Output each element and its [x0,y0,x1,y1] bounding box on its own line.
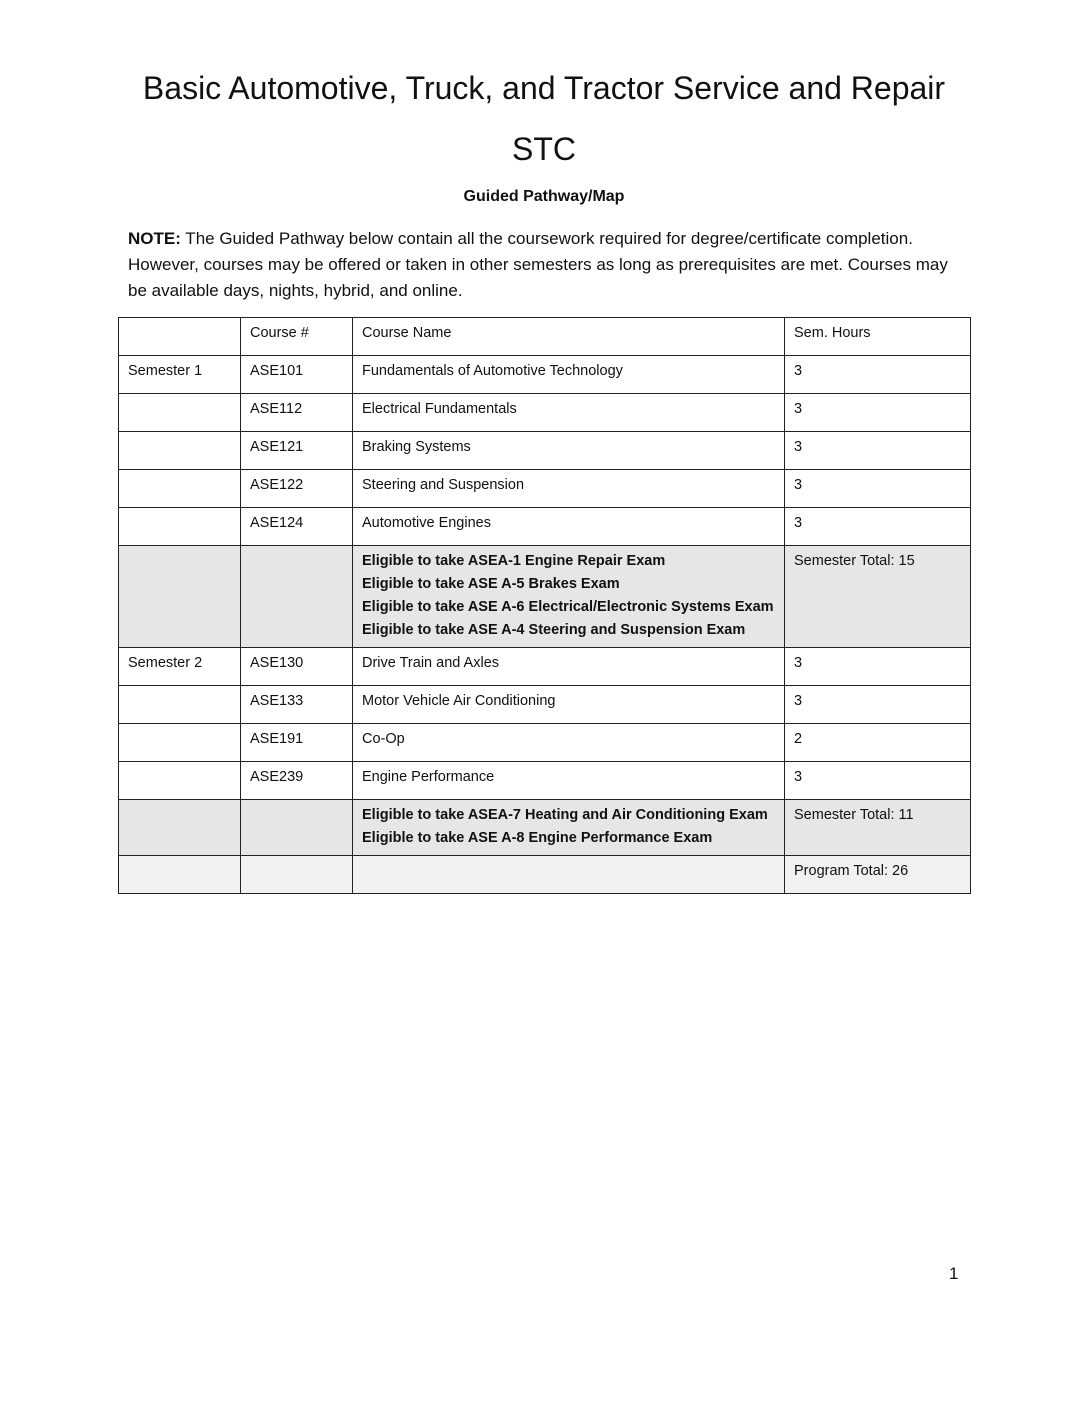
semester-label: Semester 2 [119,648,241,686]
table-row [119,432,971,470]
course-hours: 3 [785,432,971,470]
program-total: Program Total: 26 [785,856,971,894]
course-code: ASE191 [241,724,353,762]
course-hours: 2 [785,724,971,762]
course-hours: 3 [785,508,971,546]
semester-cell-empty [119,432,241,470]
header-cell-sem-hours: Sem. Hours [785,318,971,356]
course-name: Fundamentals of Automotive Technology [353,356,785,394]
semester-label: Semester 1 [119,356,241,394]
course-code: ASE112 [241,394,353,432]
guided-pathway-table [118,317,971,894]
table-row [119,394,971,432]
header-cell-course-number: Course # [241,318,353,356]
course-code: ASE133 [241,686,353,724]
course-name: Engine Performance [353,762,785,800]
eligibility-item: Eligible to take ASEA-1 Engine Repair Exam [362,553,666,569]
eligibility-item: Eligible to take ASE A-4 Steering and Suspension Exam [362,622,746,638]
course-code: ASE239 [241,762,353,800]
semester-cell-empty [119,394,241,432]
summary-cell-empty [119,546,241,648]
document-title-suffix: STC [512,131,576,167]
course-name: Automotive Engines [353,508,785,546]
note-label: NOTE: [128,229,181,248]
eligibility-list [353,800,785,856]
semester-total: Semester Total: 15 [785,546,971,648]
document-subtitle: Guided Pathway/Map [463,188,625,205]
header-cell-semester [119,318,241,356]
table-row [119,356,971,394]
course-name: Steering and Suspension [353,470,785,508]
table-row [119,686,971,724]
course-code: ASE101 [241,356,353,394]
course-name: Motor Vehicle Air Conditioning [353,686,785,724]
course-code: ASE124 [241,508,353,546]
total-cell-empty [353,856,785,894]
eligibility-item: Eligible to take ASE A-6 Electrical/Electronic Systems Exam [362,599,774,615]
summary-cell-empty [119,800,241,856]
course-hours: 3 [785,356,971,394]
semester-cell-empty [119,470,241,508]
summary-cell-empty [241,546,353,648]
header-cell-course-name: Course Name [353,318,785,356]
course-name: Electrical Fundamentals [353,394,785,432]
semester-cell-empty [119,686,241,724]
semester-summary-row [119,546,971,648]
course-hours: 3 [785,686,971,724]
eligibility-item: Eligible to take ASE A-5 Brakes Exam [362,576,620,592]
table-row [119,762,971,800]
note-paragraph [128,226,968,304]
course-name: Braking Systems [353,432,785,470]
course-code: ASE122 [241,470,353,508]
table-row [119,724,971,762]
semester-summary-row [119,800,971,856]
eligibility-item: Eligible to take ASE A-8 Engine Performance Exam [362,830,713,846]
course-code: ASE130 [241,648,353,686]
semester-cell-empty [119,762,241,800]
program-total-row [119,856,971,894]
total-cell-empty [119,856,241,894]
course-hours: 3 [785,648,971,686]
note-text: The Guided Pathway below contain all the coursework required for degree/certificate completion. However, courses may be offered or taken in other semesters as long as prerequisites are met. Courses may be available days, nights, hybrid, and online. [128,229,948,300]
course-hours: 3 [785,762,971,800]
summary-cell-empty [241,800,353,856]
course-name: Drive Train and Axles [353,648,785,686]
eligibility-list [353,546,785,648]
course-hours: 3 [785,394,971,432]
table-header-row [119,318,971,356]
table-row [119,508,971,546]
course-name: Co-Op [353,724,785,762]
total-cell-empty [241,856,353,894]
course-code: ASE121 [241,432,353,470]
table-row [119,648,971,686]
table-row [119,470,971,508]
semester-total: Semester Total: 11 [785,800,971,856]
page-number: 1 [949,1264,959,1283]
semester-cell-empty [119,508,241,546]
course-hours: 3 [785,470,971,508]
semester-cell-empty [119,724,241,762]
document-title: Basic Automotive, Truck, and Tractor Service and Repair [142,70,946,106]
eligibility-item: Eligible to take ASEA-7 Heating and Air Conditioning Exam [362,807,768,823]
